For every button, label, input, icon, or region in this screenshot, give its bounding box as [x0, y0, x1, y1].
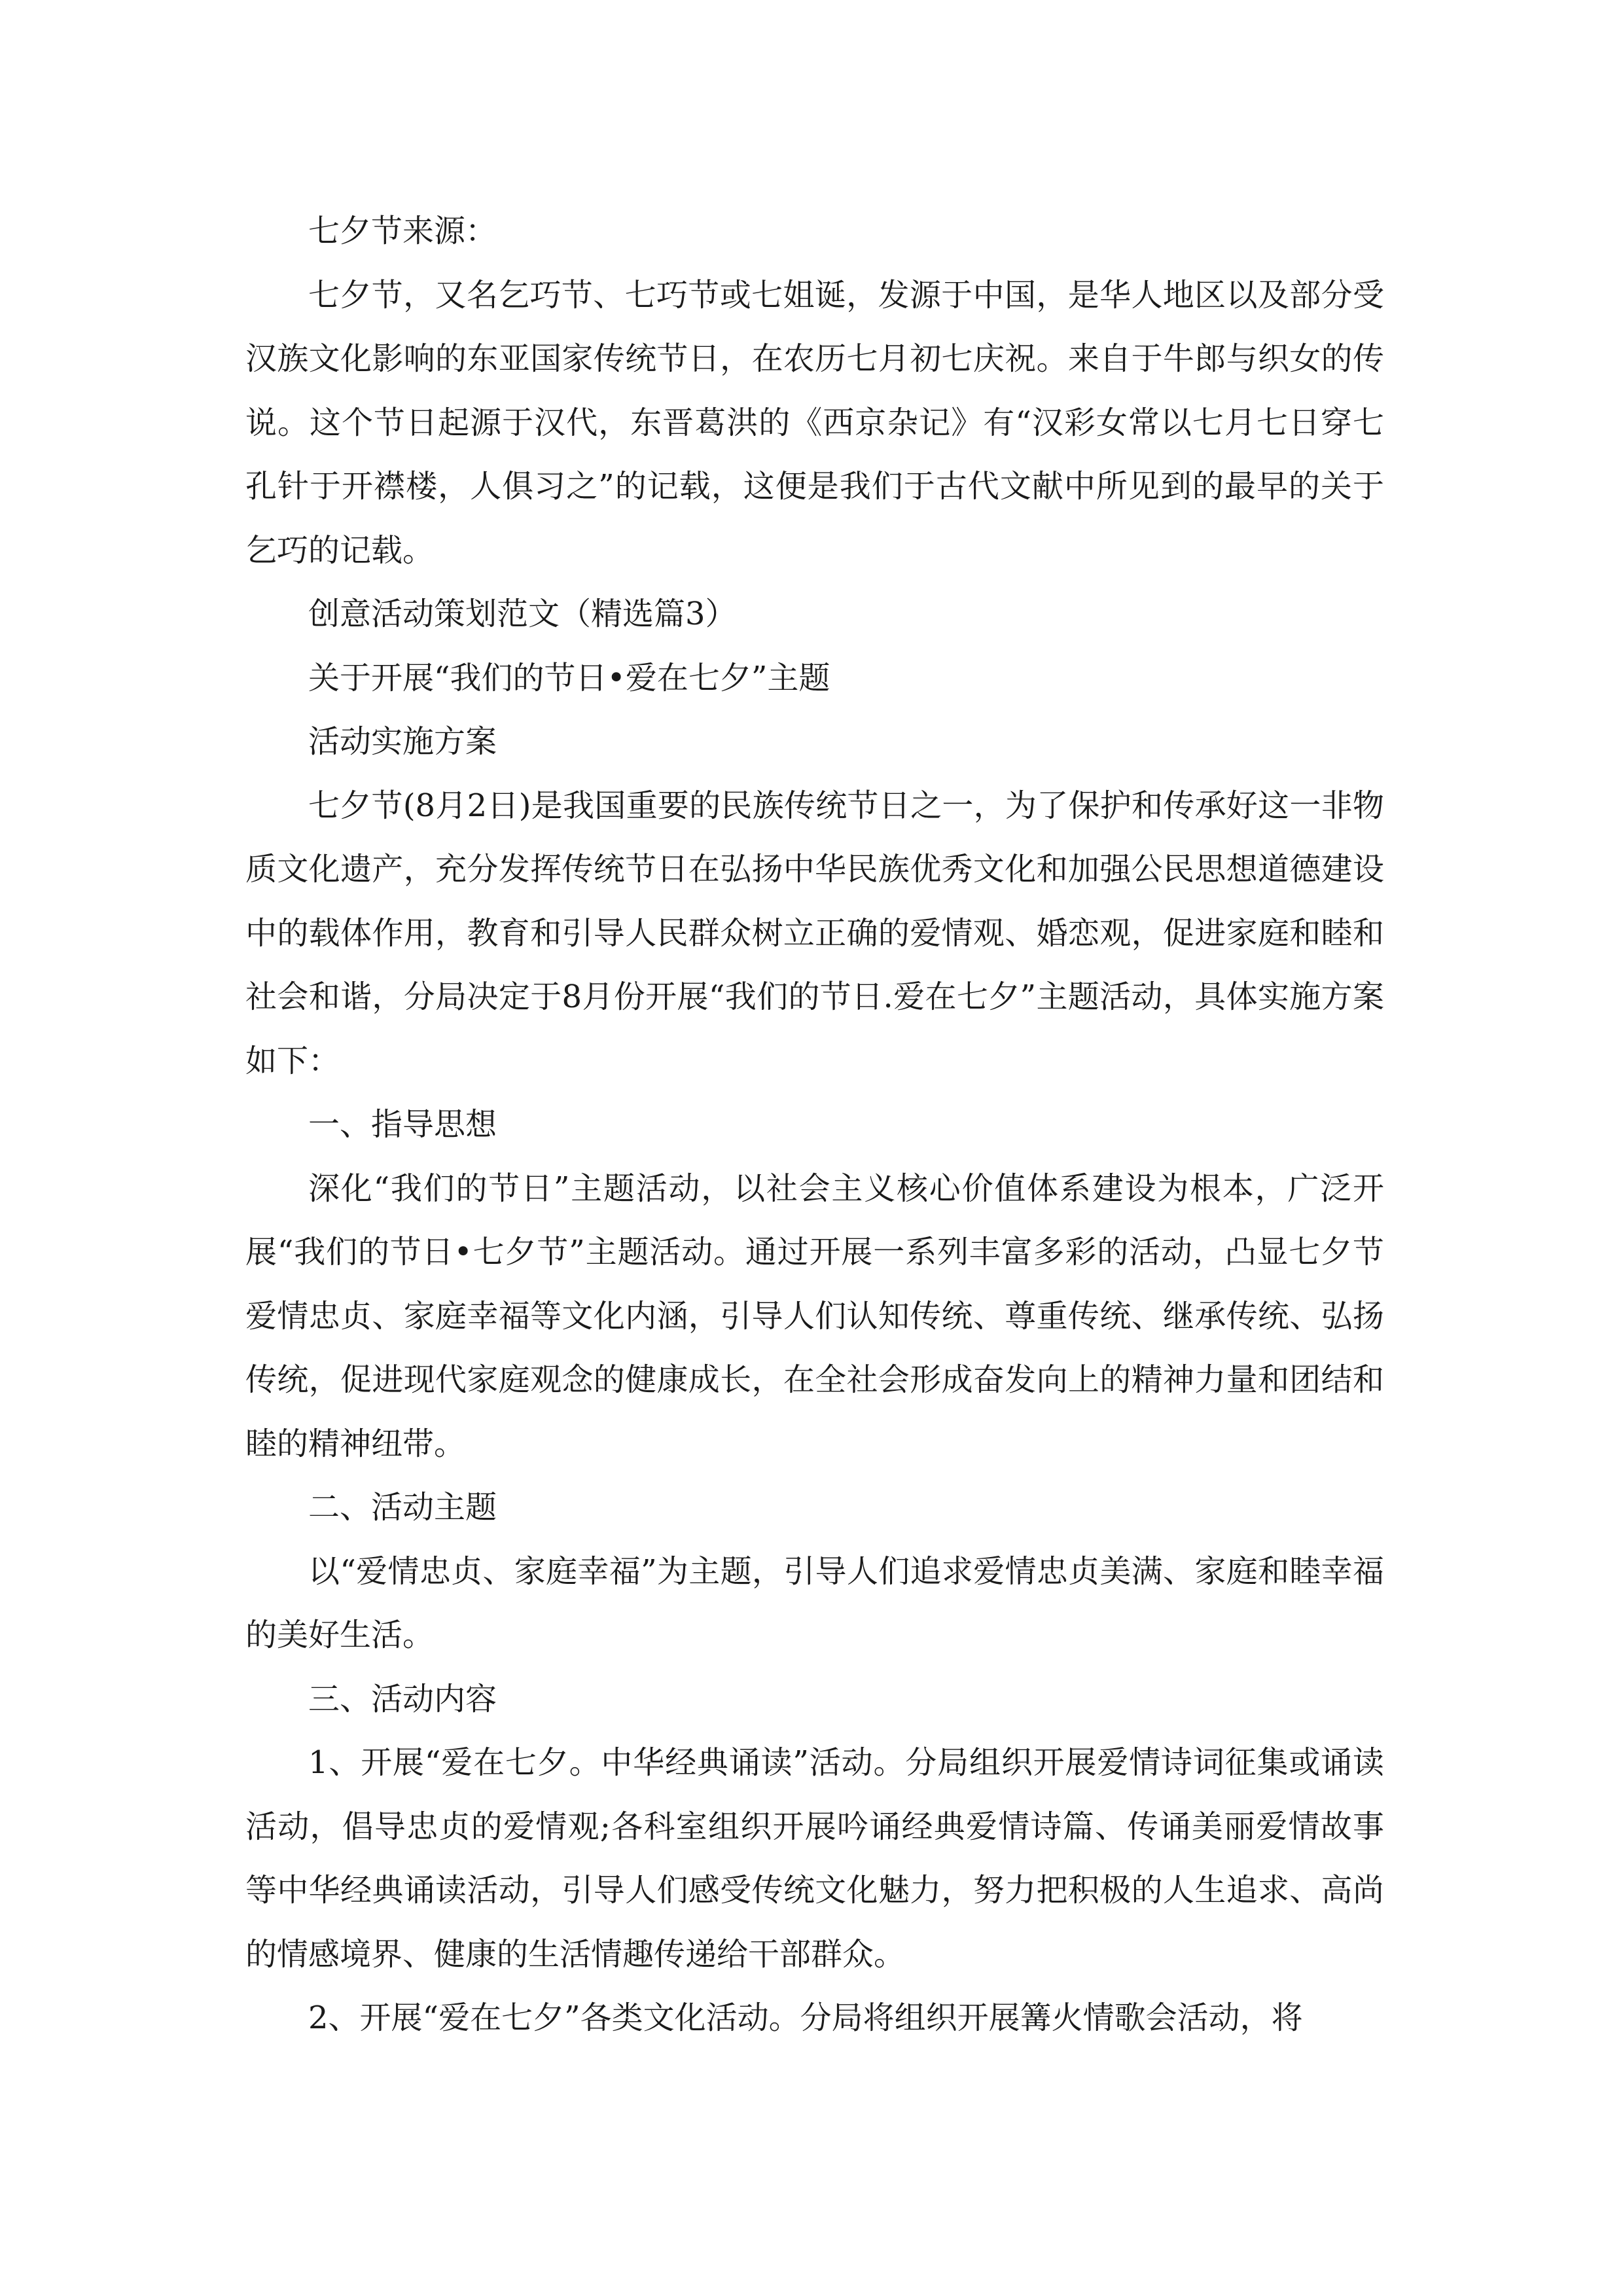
paragraph-origin-heading: 七夕节来源：: [308, 213, 497, 249]
paragraph-content-item-1: 1、开展“爱在七夕。中华经典诵读”活动。分局组织开展爱情诗词征集或诵读活动，倡导忠贞的爱情观;各科室组织开展吟诵经典爱情诗篇、传诵美丽爱情故事等中华经典诵读活动，引导人们感受传统文化魅力，努力把积极的人生追求、高尚的情感境界、健康的生活情趣传递给干部群众。: [245, 1744, 1384, 1973]
paragraph-section-title: 创意活动策划范文（精选篇3）: [308, 596, 737, 632]
paragraph-activity-theme: 以“爱情忠贞、家庭幸福”为主题，引导人们追求爱情忠贞美满、家庭和睦幸福的美好生活。: [245, 1552, 1384, 1653]
paragraph-origin-body: 七夕节，又名乞巧节、七巧节或七姐诞，发源于中国，是华人地区以及部分受汉族文化影响的东亚国家传统节日，在农历七月初七庆祝。来自于牛郎与织女的传说。这个节日起源于汉代，东晋葛洪的《西京杂记》有“汉彩女常以七月七日穿七孔针于开襟楼，人俱习之”的记载，这便是我们于古代文献中所见到的最早的关于乞巧的记载。: [245, 276, 1384, 569]
paragraph-guiding-ideology: 深化“我们的节日”主题活动，以社会主义核心价值体系建设为根本，广泛开展“我们的节日•七夕节”主题活动。通过开展一系列丰富多彩的活动，凸显七夕节爱情忠贞、家庭幸福等文化内涵，引导人们认知传统、尊重传统、继承传统、弘扬传统，促进现代家庭观念的健康成长，在全社会形成奋发向上的精神力量和团结和睦的精神纽带。: [245, 1170, 1384, 1462]
heading-activity-theme: 二、活动主题: [308, 1489, 497, 1526]
paragraph-plan-title-line2: 活动实施方案: [308, 723, 497, 760]
document-page: [245, 200, 1384, 2051]
paragraph-intro: 七夕节(8月2日)是我国重要的民族传统节日之一，为了保护和传承好这一非物质文化遗产，充分发挥传统节日在弘扬中华民族优秀文化和加强公民思想道德建设中的载体作用，教育和引导人民群众树立正确的爱情观、婚恋观，促进家庭和睦和社会和谐，分局决定于8月份开展“我们的节日.爱在七夕”主题活动，具体实施方案如下：: [245, 787, 1384, 1079]
heading-activity-content: 三、活动内容: [308, 1680, 497, 1717]
heading-guiding-ideology: 一、指导思想: [308, 1106, 497, 1143]
paragraph-content-item-2: 2、开展“爱在七夕”各类文化活动。分局将组织开展篝火情歌会活动，将: [308, 2000, 1303, 2036]
paragraph-plan-title-line1: 关于开展“我们的节日•爱在七夕”主题: [308, 659, 830, 696]
